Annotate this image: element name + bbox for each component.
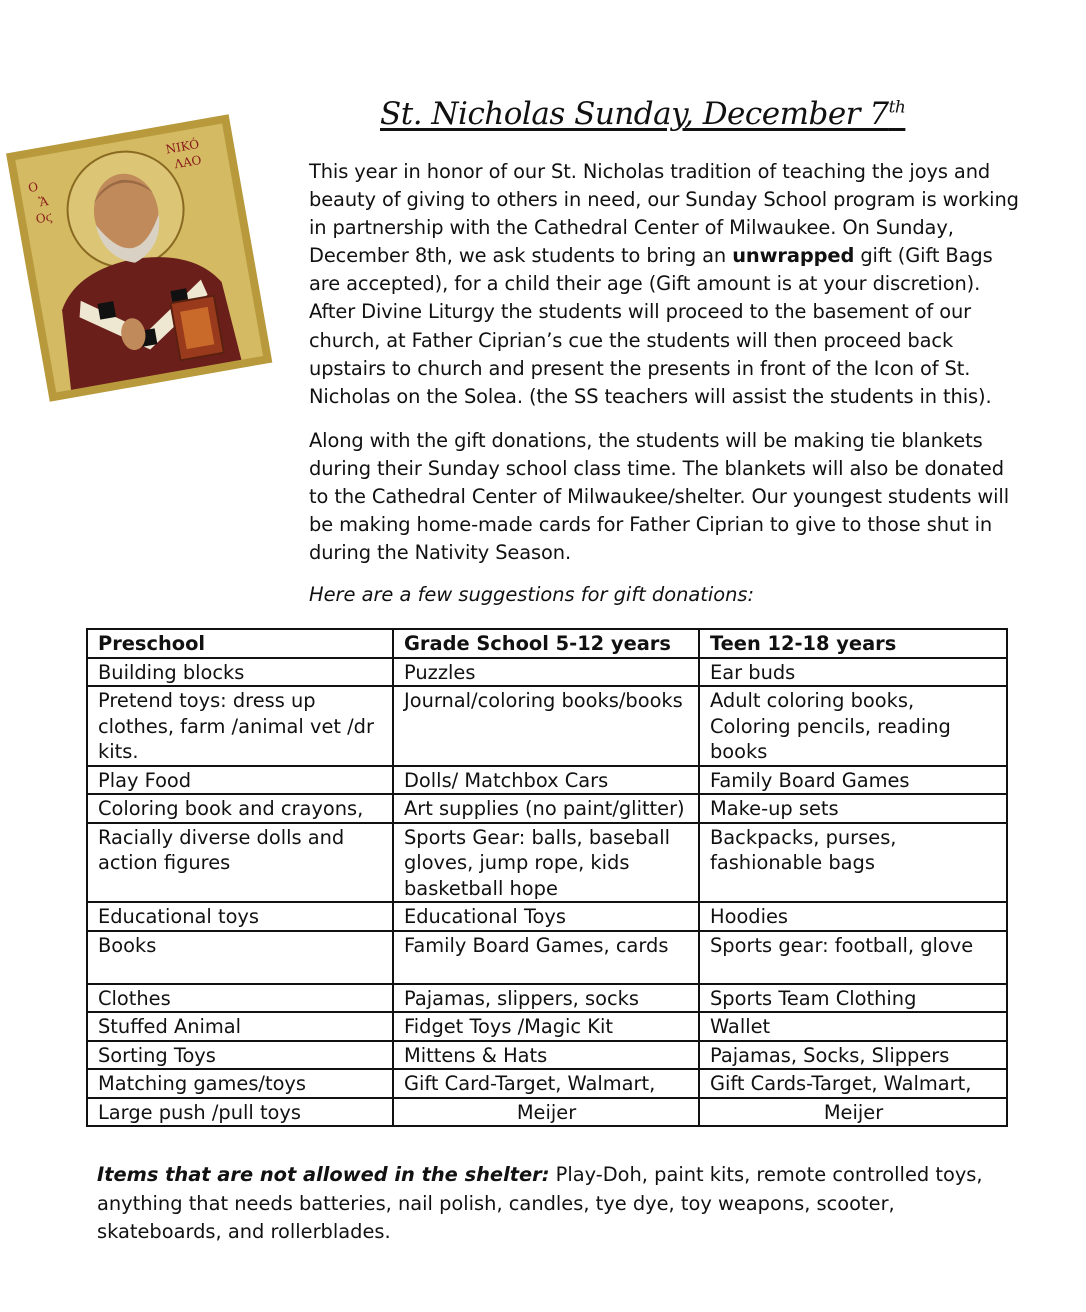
table-cell: Large push /pull toys <box>87 1098 393 1127</box>
table-cell: Educational Toys <box>393 902 699 931</box>
table-cell: Coloring book and crayons, <box>87 794 393 823</box>
table-cell: Backpacks, purses, fashionable bags <box>699 823 1007 903</box>
table-cell: Educational toys <box>87 902 393 931</box>
table-cell: Art supplies (no paint/glitter) <box>393 794 699 823</box>
table-cell: Wallet <box>699 1012 1007 1041</box>
not-allowed-note <box>97 1161 1017 1247</box>
not-allowed-label: Items that are not allowed in the shelter: <box>97 1163 550 1186</box>
table-cell: Make-up sets <box>699 794 1007 823</box>
icon-inscription-left-2: Ἅ <box>37 194 50 210</box>
table-cell: Family Board Games, cards <box>393 931 699 984</box>
table-cell: Sports Gear: balls, baseball gloves, jump rope, kids basketball hope <box>393 823 699 903</box>
table-row <box>87 658 1007 687</box>
header-grade-school: Grade School 5-12 years <box>393 629 699 658</box>
table-row <box>87 1069 1007 1098</box>
table-cell: Stuffed Animal <box>87 1012 393 1041</box>
suggestions-intro: Here are a few suggestions for gift donations: <box>309 583 755 606</box>
table-cell: Adult coloring books, Coloring pencils, reading books <box>699 686 1007 766</box>
table-cell: Puzzles <box>393 658 699 687</box>
table-row <box>87 823 1007 903</box>
table-cell: Sports gear: football, glove <box>699 931 1007 984</box>
table-cell: Hoodies <box>699 902 1007 931</box>
table-cell: Books <box>87 931 393 984</box>
table-cell: Ear buds <box>699 658 1007 687</box>
icon-inscription-left-1: O <box>27 179 40 196</box>
blankets-paragraph: Along with the gift donations, the students will be making tie blankets during their Sunday school class time. The blankets will also be donated to the Cathedral Center of Milwaukee/shelter. Our youngest students will be making home-made cards for Father Ciprian to give to those shut in during the Nativity Season. <box>309 429 1010 565</box>
intro-paragraph-part1: This year in honor of our St. Nicholas tradition of teaching the joys and beauty of giving to others in need, our Sunday School program is working in partnership with the Cathedral Center of Milwaukee. On Sunday, December 8th, we ask students to bring an <box>309 160 1019 268</box>
table-cell: Pajamas, slippers, socks <box>393 984 699 1013</box>
table-row <box>87 984 1007 1013</box>
page-title-superscript: th <box>888 97 906 118</box>
header-preschool: Preschool <box>87 629 393 658</box>
table-row <box>87 686 1007 766</box>
intro-paragraph <box>309 158 1021 411</box>
table-row <box>87 766 1007 795</box>
intro-paragraph-bold: unwrapped <box>732 244 855 268</box>
header-teen: Teen 12-18 years <box>699 629 1007 658</box>
intro-paragraph-part2: gift (Gift Bags are accepted), for a child their age (Gift amount is at your discretion). After Divine Liturgy the students will proceed to the basement of our church, at Father Ciprian’s cue the students will then proceed back upstairs to church and present the presents in front of the Icon of St. Nicholas on the Solea. (the SS teachers will assist the students in this). <box>309 244 993 408</box>
table-cell: Clothes <box>87 984 393 1013</box>
table-cell: Racially diverse dolls and action figures <box>87 823 393 903</box>
table-cell: Gift Card-Target, Walmart, <box>393 1069 699 1098</box>
table-row <box>87 1098 1007 1127</box>
table-cell: Family Board Games <box>699 766 1007 795</box>
table-row <box>87 794 1007 823</box>
table-header-row <box>87 629 1007 658</box>
table-cell: Journal/coloring books/books <box>393 686 699 766</box>
table-cell: Sports Team Clothing <box>699 984 1007 1013</box>
icon-inscription-right-2: ΛΑΟ <box>173 152 203 172</box>
not-allowed-items: Play-Doh, paint kits, remote controlled toys, anything that needs batteries, nail polish, candles, tye dye, toy weapons, scooter, skateboards, and rollerblades. <box>97 1163 983 1243</box>
table-cell: Gift Cards-Target, Walmart, <box>699 1069 1007 1098</box>
table-cell: Pretend toys: dress up clothes, farm /animal vet /dr kits. <box>87 686 393 766</box>
table-cell: Meijer <box>393 1098 699 1127</box>
st-nicholas-icon-image <box>4 100 274 415</box>
table-row <box>87 1041 1007 1070</box>
table-cell: Fidget Toys /Magic Kit <box>393 1012 699 1041</box>
table-row <box>87 1012 1007 1041</box>
table-row <box>87 902 1007 931</box>
icon-inscription-left-3: Οϛ <box>34 209 54 227</box>
table-row <box>87 931 1007 984</box>
table-cell: Sorting Toys <box>87 1041 393 1070</box>
table-cell: Dolls/ Matchbox Cars <box>393 766 699 795</box>
gift-suggestions-table <box>86 628 1008 1127</box>
table-cell: Meijer <box>699 1098 1007 1127</box>
table-cell: Play Food <box>87 766 393 795</box>
icon-inscription-right-1: NIKÓ <box>164 136 201 157</box>
page-title <box>380 96 905 132</box>
table-cell: Mittens & Hats <box>393 1041 699 1070</box>
table-cell: Building blocks <box>87 658 393 687</box>
page-title-text: St. Nicholas Sunday, December 7 <box>380 96 889 132</box>
table-cell: Matching games/toys <box>87 1069 393 1098</box>
table-cell: Pajamas, Socks, Slippers <box>699 1041 1007 1070</box>
